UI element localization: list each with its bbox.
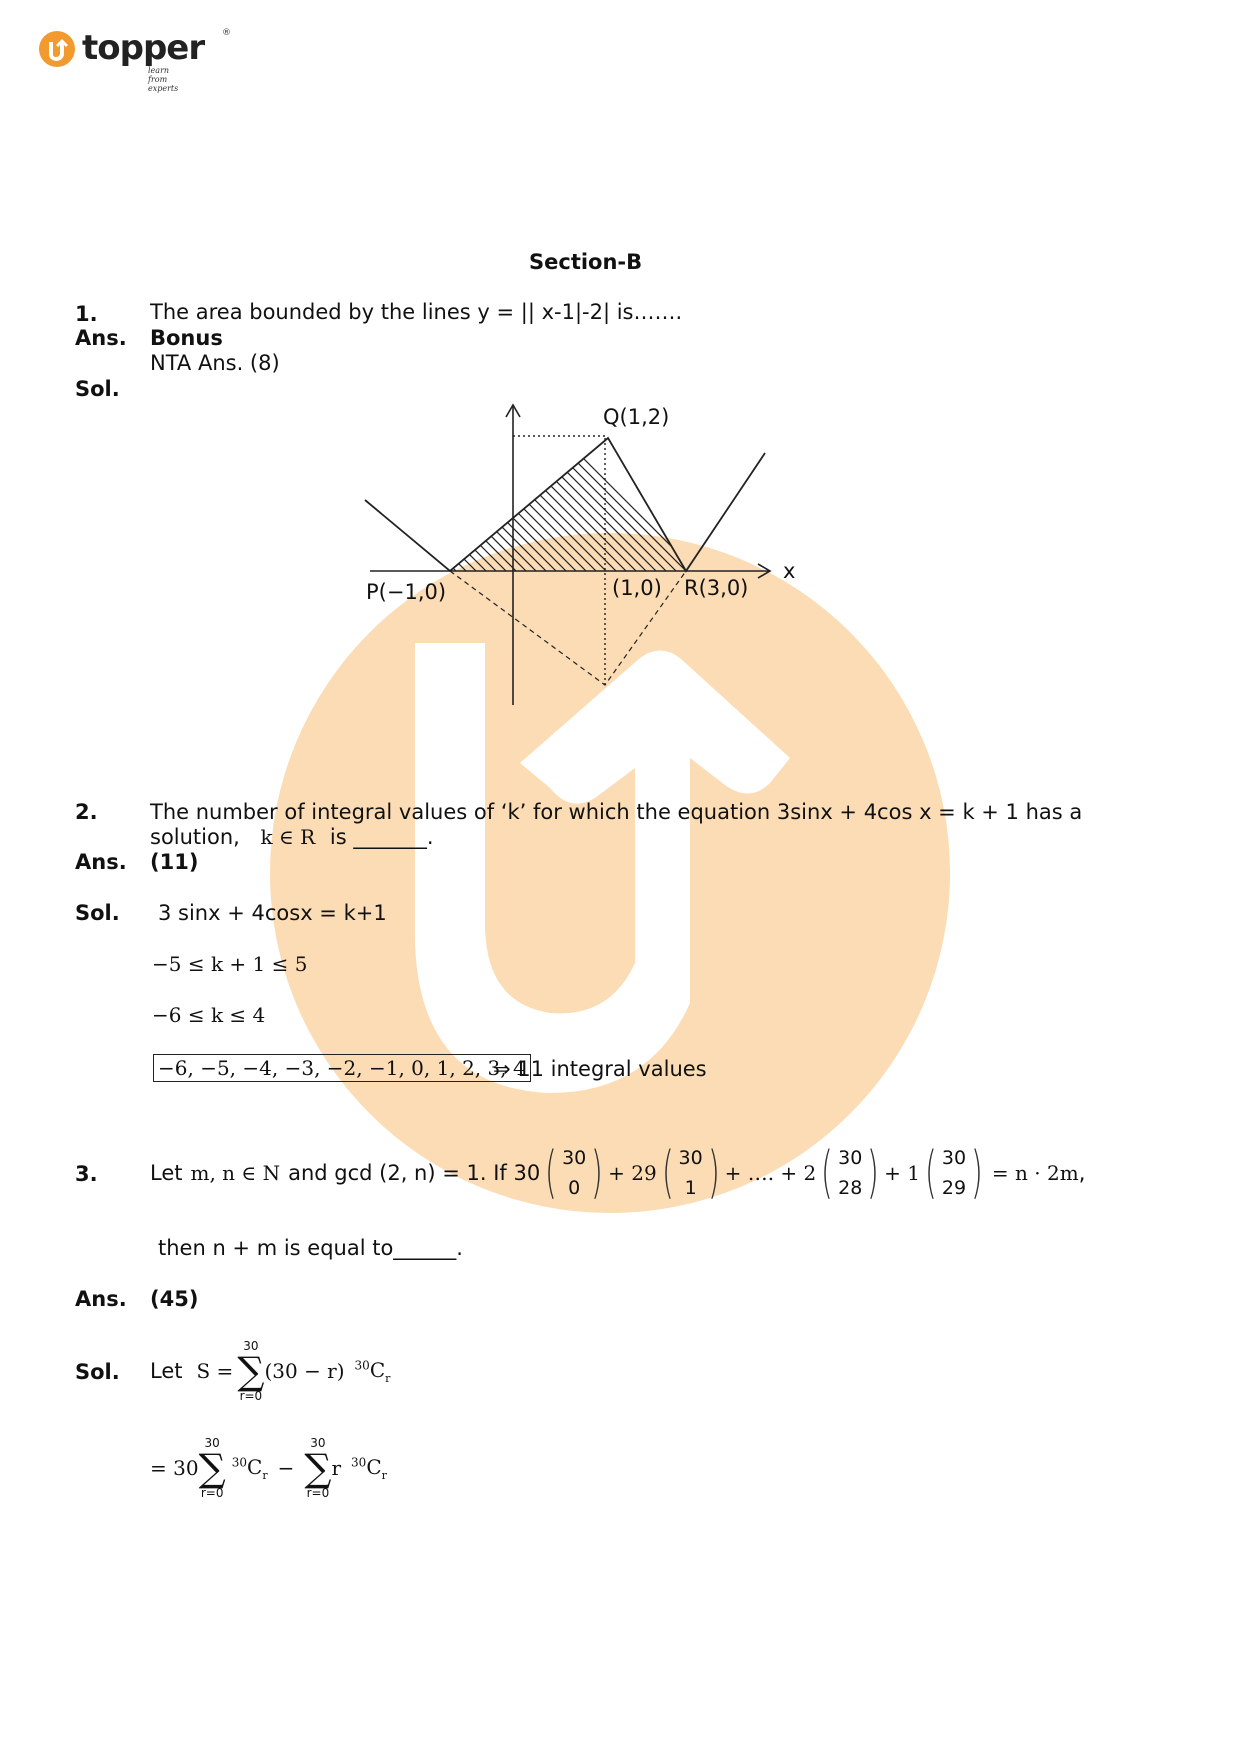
x-axis-label: x (783, 559, 796, 583)
q2-result: ⇒ 11 integral values (493, 1057, 707, 1081)
q3-sol-line2: = 30 30 ∑ r=0 $^{30}C_r$ − 30 ∑ r=0 r $^{30}C_r$ (150, 1436, 387, 1500)
q3-ans-label: Ans. (75, 1287, 127, 1311)
sigma-symbol: 30 ∑ r=0 (198, 1436, 226, 1500)
q2-sol-line1: 3 sinx + 4cosx = k+1 (158, 901, 387, 925)
sigma-symbol: 30 ∑ r=0 (304, 1436, 332, 1500)
q1-graph (360, 395, 800, 715)
q2-question-line1: The number of integral values of ‘k’ for which the equation 3sinx + 4cos x = k + 1 has a (150, 800, 1083, 824)
q2-question-line2: solution, k ∈ R is _______. (150, 825, 434, 849)
q1-nta-answer: NTA Ans. (8) (150, 351, 280, 375)
q1-ans-label: Ans. (75, 326, 127, 350)
q2-answer: (11) (150, 850, 199, 874)
q3-number: 3. (75, 1162, 98, 1186)
q3-sol-label: Sol. (75, 1360, 120, 1384)
section-title: Section-B (529, 250, 643, 274)
point-q-label: Q(1,2) (603, 405, 670, 429)
binom-30-29: ( 30 29 ) (924, 1139, 984, 1205)
shaded-region (360, 435, 700, 575)
q2-ans-label: Ans. (75, 850, 127, 874)
logo-text: topper (82, 28, 205, 68)
registered-mark: ® (222, 28, 231, 38)
q3-question-line1: Let m, n ∈ N and gcd (2, n) = 1. If 30 ( 30 0 ) + 29 ( 30 1 ) + …. + 2 ( 30 28 ) + 1 ( 30 29 ) = n · 2 m , (150, 1139, 1086, 1205)
function-graph (365, 438, 765, 571)
binom-30-28: ( 30 28 ) (821, 1139, 880, 1205)
sigma-symbol: 30 ∑ r=0 (237, 1339, 265, 1403)
q1-sol-label: Sol. (75, 377, 120, 401)
q1-answer: Bonus (150, 326, 223, 350)
q3-answer: (45) (150, 1287, 199, 1311)
q2-sol-label: Sol. (75, 901, 120, 925)
q1-number: 1. (75, 302, 98, 326)
u-arrow-logo-icon (38, 30, 76, 68)
q2-sol-line3: −6 ≤ k ≤ 4 (152, 1003, 266, 1027)
point-p-label: P(−1,0) (366, 580, 447, 604)
q3-sol-line1: Let S = 30 ∑ r=0 (30 − r) $^{30}C_r$ (150, 1339, 391, 1403)
q3-then-line: then n + m is equal to______. (158, 1236, 463, 1260)
q2-number: 2. (75, 800, 98, 824)
point-r-label: R(3,0) (684, 576, 749, 600)
binom-30-0: ( 30 0 ) (545, 1139, 604, 1205)
binom-30-1: ( 30 1 ) (661, 1139, 720, 1205)
point-mid-label: (1,0) (612, 576, 662, 600)
q2-boxed-values: −6, −5, −4, −3, −2, −1, 0, 1, 2, 3, 4 (153, 1054, 531, 1082)
logo-tagline: learn from experts (148, 66, 179, 93)
q1-question: The area bounded by the lines y = || x-1|-2| is……. (150, 300, 683, 324)
q2-sol-line2: −5 ≤ k + 1 ≤ 5 (152, 952, 308, 976)
